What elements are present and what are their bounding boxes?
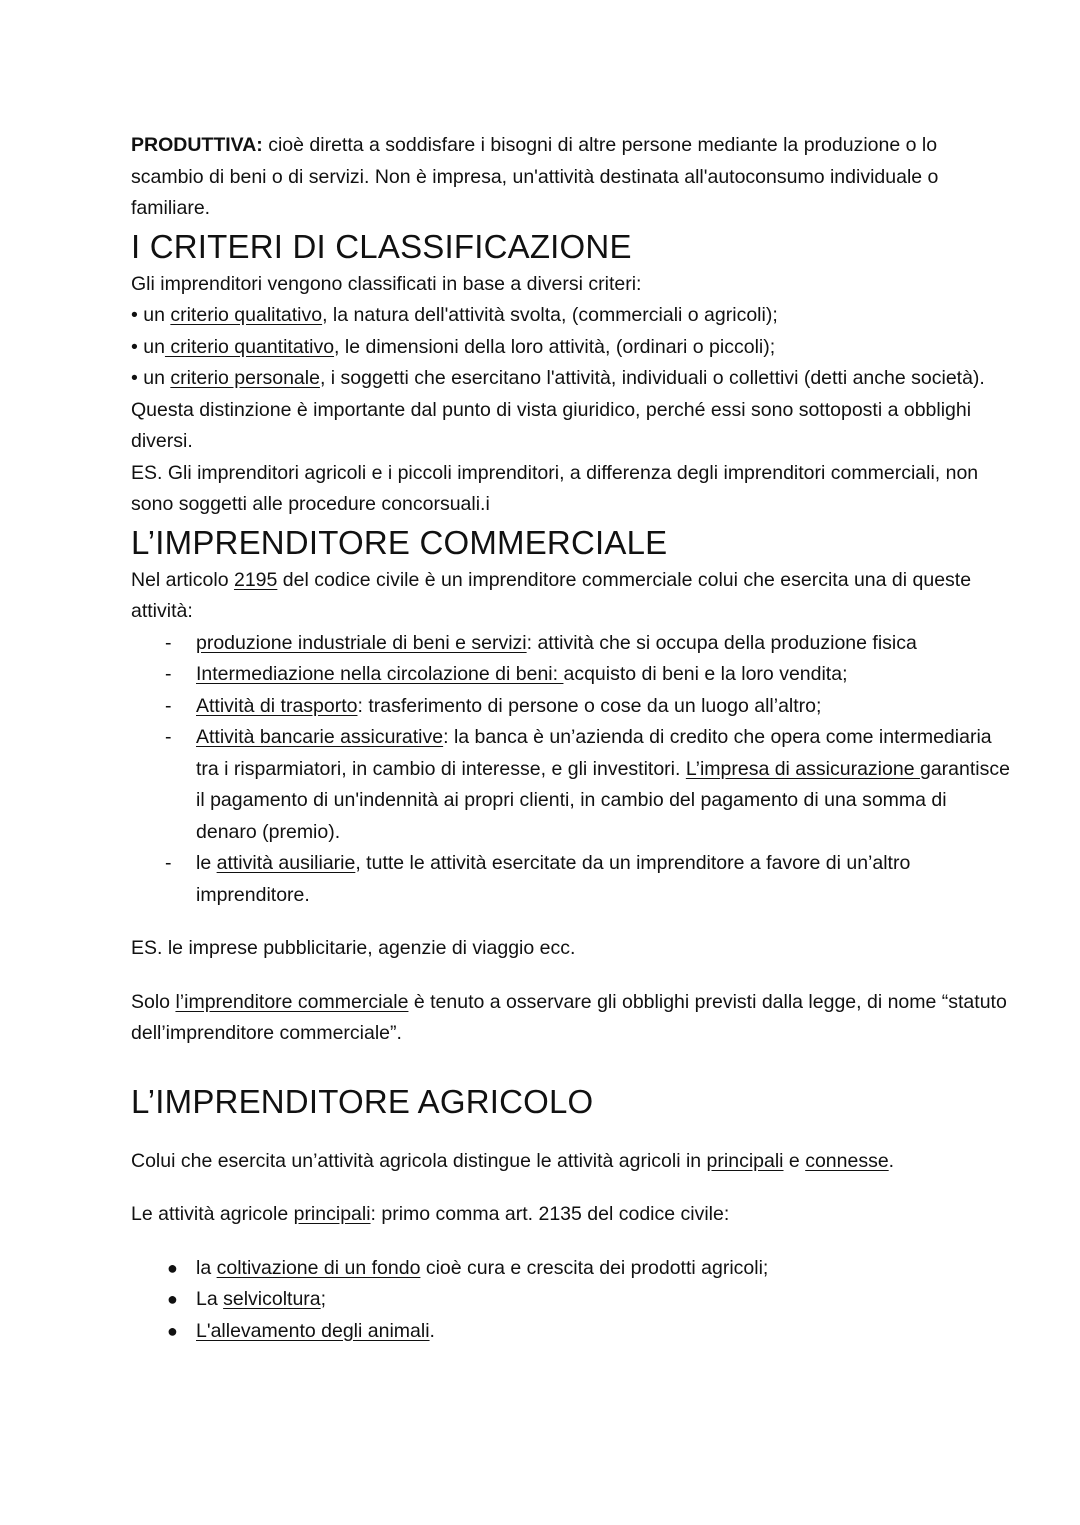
criteri-lead: Gli imprenditori vengono classificati in base a diversi criteri: <box>131 272 642 295</box>
criteri-item: • un criterio qualitativo, la natura dell'attività svolta, (commerciali o agricoli); <box>131 304 778 326</box>
criteri-item: • un criterio quantitativo, le dimensioni della loro attività, (ordinari o piccoli); <box>131 335 776 358</box>
criteri-note: Questa distinzione è importante dal punto di vista giuridico, perché essi sono sottoposti a obblighi diversi. <box>131 398 972 452</box>
criteri-example: ES. Gli imprenditori agricoli e i piccoli imprenditori, a differenza degli imprenditori commerciali, non sono soggetti alle procedure concorsuali.i <box>131 461 979 515</box>
commerciale-list <box>131 628 1011 912</box>
heading-criteri: I CRITERI DI CLASSIFICAZIONE <box>131 227 632 265</box>
list-item: - Attività bancarie assicurative: la banca è un’azienda di credito che opera come intermediaria tra i risparmiatori, in cambio di interesse, e gli investitori. L’impresa di assicurazione garantisce il pagamento di un'indennità ai propri clienti, in cambio del pagamento di una somma di denaro (premio). <box>165 726 1010 843</box>
commerciale-lead: Nel articolo 2195 del codice civile è un imprenditore commerciale colui che esercita una di queste attività: <box>131 568 972 622</box>
agricolo-lead: Colui che esercita un’attività agricola distingue le attività agricoli in principali e connesse. <box>131 1149 895 1172</box>
heading-commerciale: L’IMPRENDITORE COMMERCIALE <box>131 523 668 561</box>
agricolo-list <box>131 1253 1011 1348</box>
intro-paragraph: PRODUTTIVA: cioè diretta a soddisfare i bisogni di altre persone mediante la produzione o lo scambio di beni o di servizi. Non è impresa, un'attività destinata all'autoconsumo individuale o familiare. <box>131 134 939 219</box>
list-item: - produzione industriale di beni e servizi: attività che si occupa della produzione fisica <box>165 631 917 654</box>
list-item: - Intermediazione nella circolazione di beni: acquisto di beni e la loro vendita; <box>165 663 848 685</box>
list-item: - le attività ausiliarie, tutte le attività esercitate da un imprenditore a favore di un’altro imprenditore. <box>165 852 911 906</box>
heading-agricolo: L’IMPRENDITORE AGRICOLO <box>131 1082 594 1120</box>
list-item: - Attività di trasporto: trasferimento di persone o cose da un luogo all’altro; <box>165 694 822 717</box>
list-item: ● la coltivazione di un fondo cioè cura e crescita dei prodotti agricoli; <box>167 1256 769 1279</box>
criteri-item: • un criterio personale, i soggetti che esercitano l'attività, individuali o collettivi (detti anche società). <box>131 367 985 389</box>
agricolo-principali: Le attività agricole principali: primo comma art. 2135 del codice civile: <box>131 1203 730 1225</box>
commerciale-solo: Solo l’imprenditore commerciale è tenuto a osservare gli obblighi previsti dalla legge, di nome “statuto dell’imprenditore commerciale”. <box>131 990 1007 1044</box>
document-body <box>131 130 1011 1347</box>
list-item: ● L'allevamento degli animali. <box>167 1319 435 1342</box>
commerciale-example: ES. le imprese pubblicitarie, agenzie di viaggio ecc. <box>131 937 576 959</box>
list-item: ● La selvicoltura; <box>167 1288 327 1310</box>
intro-label: PRODUTTIVA: <box>131 134 263 156</box>
